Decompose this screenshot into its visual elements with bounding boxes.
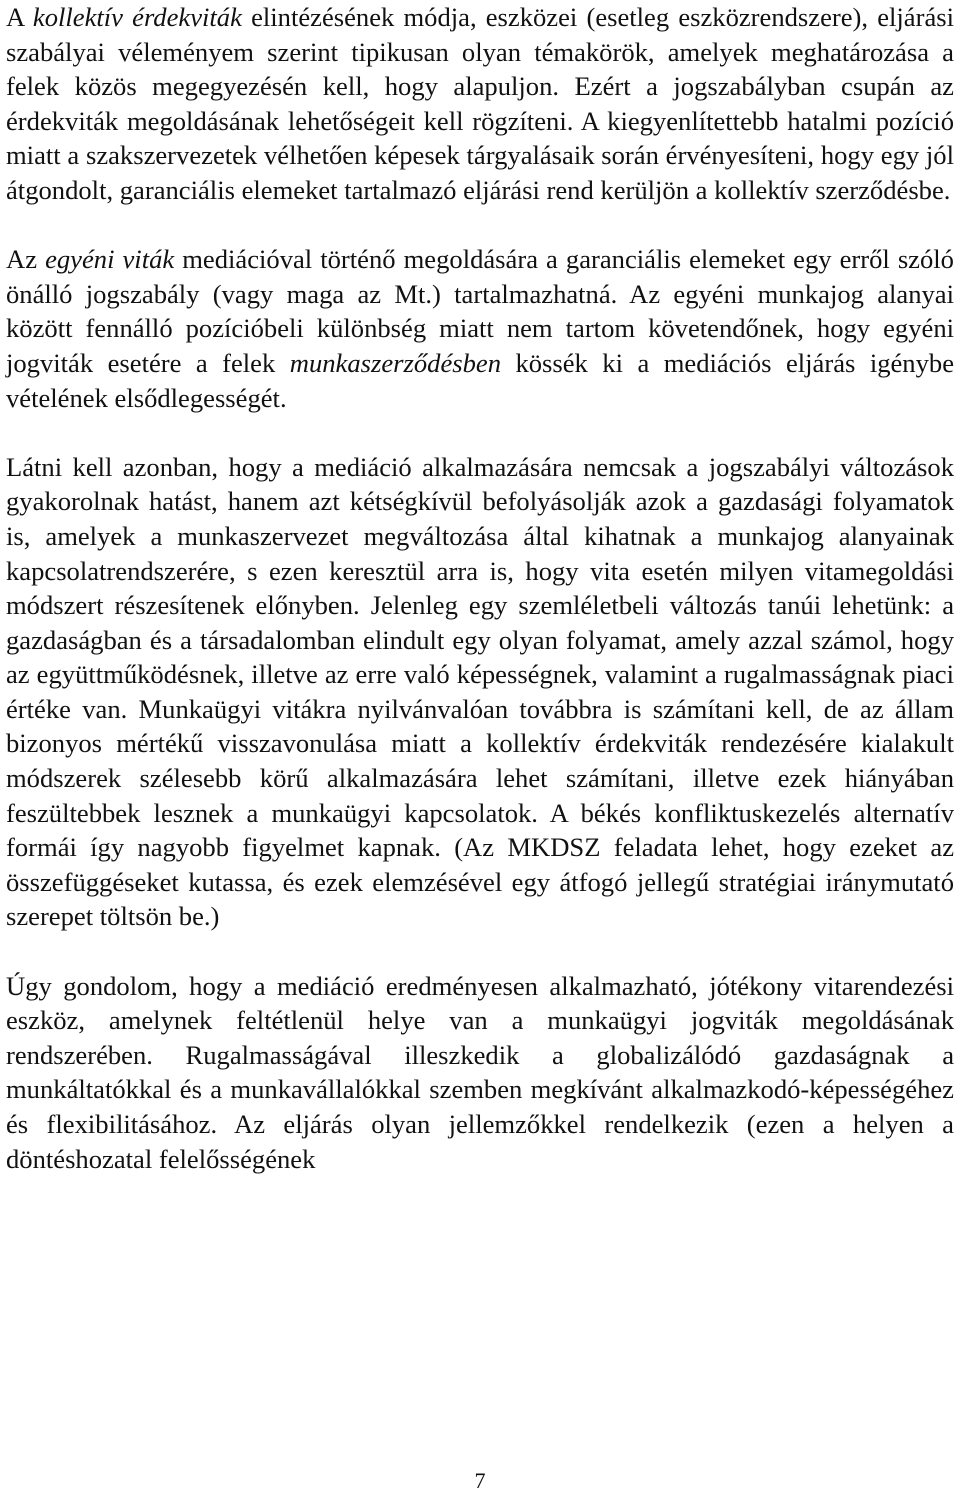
italic-term: egyéni viták [45, 244, 175, 275]
text-segment: mediációval történő megoldására a garanciális elemeket egy erről szóló önálló jogszabály (vagy maga az Mt.) tartalmazhatná. Az egyéni munkajog alanyai között fennálló pozícióbeli különbség miatt nem tartom követendőnek, hogy egyéni jogviták esetére a felek [6, 244, 954, 378]
paragraph-conclusion [6, 969, 954, 1177]
paragraph-collective-disputes [6, 0, 954, 208]
text-segment: elintézésének módja, eszközei (esetleg eszközrendszere), eljárási szabályai véleményem szerint tipikusan olyan témakörök, amelyek meghatározása a felek közös megegyezésén kell, hogy alapuljon. Ezért a jogszabályban csupán az érdekviták megoldásának lehetőségeit kell rögzíteni. A kiegyenlítettebb hatalmi pozíció miatt a szakszervezetek vélhetően képesek tárgyalásaik során érvényesíteni, hogy egy jól átgondolt, garanciális elemeket tartalmazó eljárási rend kerüljön a kollektív szerződésbe. [6, 2, 955, 205]
page-number: 7 [474, 1468, 486, 1493]
document-body [6, 0, 954, 1176]
text-segment: kössék ki a mediációs eljárás igénybe vételének elsődlegességét. [6, 347, 955, 413]
paragraph-individual-disputes [6, 242, 954, 415]
text-segment: Úgy gondolom, hogy a mediáció eredményesen alkalmazható, jótékony vitarendezési eszköz, amelynek feltétlenül helye van a munkaügyi jogviták megoldásának rendszerében. Rugalmasságával illeszkedik a globalizálódó gazdaságnak a munkáltatókkal és a munkavállalókkal szemben megkívánt alkalmazkodó-képességéhez és flexibilitásához. Az eljárás olyan jellemzőkkel rendelkezik (ezen a helyen a döntéshozatal felelősségének [6, 970, 954, 1174]
italic-term: kollektív érdekviták [32, 2, 242, 32]
text-segment: Látni kell azonban, hogy a mediáció alkalmazására nemcsak a jogszabályi változások gyakorolnak hatást, hanem azt kétségkívül befolyásolják azok a gazdasági folyamatok is, amelyek a munkaszervezet megváltozása által kihatnak a munkajog alanyainak kapcsolatrendszerére, s ezen keresztül arra is, hogy vita esetén milyen vitamegoldási módszert részesítenek előnyben. Jelenleg egy szemléletbeli változás tanúi lehetünk: a gazdaságban és a társadalomban elindult egy olyan folyamat, amely azzal számol, hogy az együttműködésnek, illetve az erre való képességnek, valamint a rugalmasságnak piaci értéke van. Munkaügyi vitákra nyilvánvalóan továbbra is számítani kell, de az állam bizonyos mértékű visszavonulása miatt a kollektív érdekviták rendezésére kialakult módszerek szélesebb körű alkalmazására lehet számítani, illetve ezek hiányában feszültebbek lesznek a munkaügyi kapcsolatok. A békés konfliktuskezelés alternatív formái így nagyobb figyelmet kapnak. (Az MKDSZ feladata lehet, hogy ezeket az összefüggéseket kutassa, és ezek elemzésével egy átfogó jellegű stratégiai iránymutató szerepet töltsön be.) [6, 451, 954, 932]
italic-term: munkaszerződésben [289, 347, 501, 378]
paragraph-economic-processes [6, 450, 954, 934]
text-segment: A [6, 2, 33, 32]
text-segment: Az [6, 244, 46, 275]
